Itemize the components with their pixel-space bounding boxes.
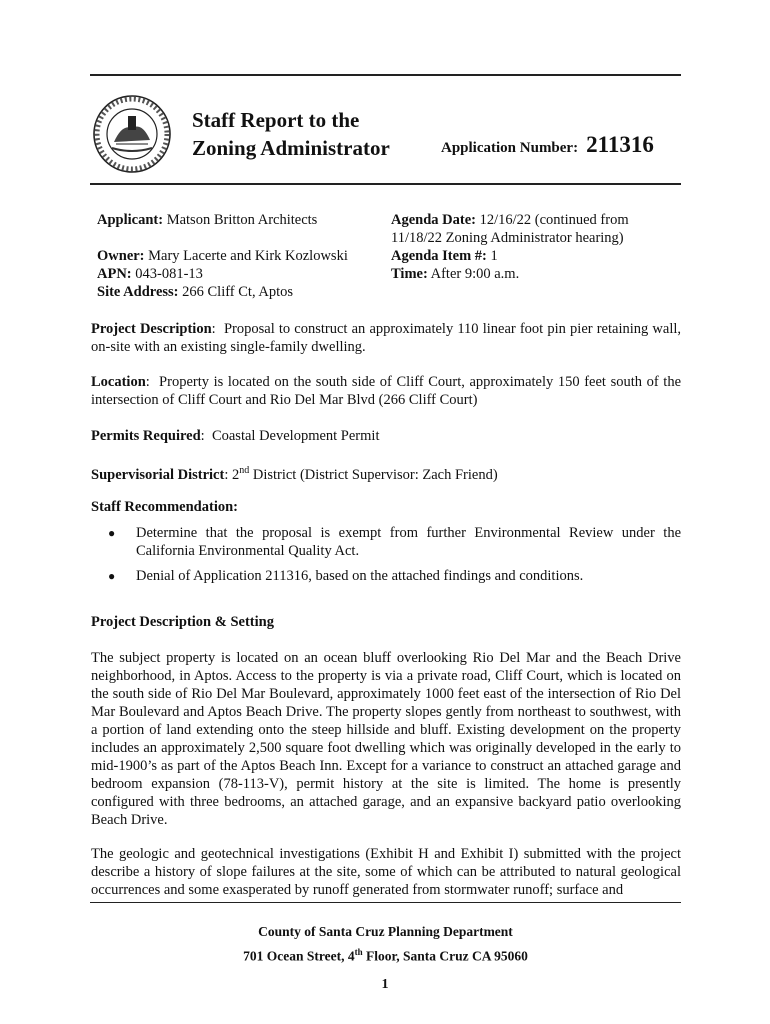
- report-title-line1: Staff Report to the: [192, 108, 360, 132]
- county-seal-icon: [92, 94, 172, 174]
- footer-address-street: 701 Ocean Street, 4: [243, 948, 355, 964]
- applicant-line: [97, 211, 387, 229]
- footer-address: [90, 942, 681, 967]
- apn-line: [97, 265, 387, 283]
- permits-label: Permits Required: [91, 428, 201, 444]
- district-ordinal: nd: [239, 465, 250, 476]
- setting-paragraph-2: The geologic and geotechnical investigations (Exhibit H and Exhibit I) submitted with the project describe a history of slope failures at the site, some of which can be attributed to natural geological occurrences and some exasperated by runoff generated from stormwater runoff; surface and: [91, 846, 681, 898]
- footer-department: County of Santa Cruz Planning Department: [258, 924, 513, 939]
- time-label: Time:: [391, 266, 428, 282]
- time-line: [391, 265, 681, 283]
- footer-rule: [90, 902, 681, 903]
- list-item: [108, 524, 681, 560]
- agenda-item-value: 1: [490, 248, 498, 264]
- info-right: [391, 211, 681, 283]
- time-value: After 9:00 a.m.: [430, 266, 520, 282]
- owner-label: Owner:: [97, 248, 145, 264]
- footer-address-city: Floor, Santa Cruz CA 95060: [362, 948, 528, 964]
- agenda-item-line: [391, 247, 681, 265]
- agenda-date-line: [391, 211, 681, 229]
- top-rule: [90, 74, 681, 76]
- permits-text: Coastal Development Permit: [211, 428, 380, 444]
- bullet-icon: ●: [108, 526, 116, 540]
- staff-recommendation-label: [91, 498, 681, 516]
- recommendation-item-1: Determine that the proposal is exempt from further Environmental Review under the California Environmental Quality Act.: [136, 525, 681, 559]
- district-number: 2: [231, 466, 240, 483]
- district-label: Supervisorial District: [91, 466, 225, 483]
- location-label: Location: [91, 374, 146, 390]
- site-address-line: [97, 283, 387, 301]
- setting-heading-text: Project Description & Setting: [91, 614, 274, 630]
- recommendation-item-2: Denial of Application 211316, based on the attached findings and conditions.: [136, 568, 584, 584]
- project-description: Project Description: Proposal to construct an approximately 110 linear foot pin pier retaining wall, on-site with an existing single-family dwelling.: [91, 321, 682, 355]
- agenda-date-continued: 11/18/22 Zoning Administrator hearing): [391, 230, 624, 246]
- recommendation-list: [108, 524, 681, 592]
- header-rule: [90, 183, 681, 185]
- page-number: 1: [381, 977, 389, 992]
- bullet-icon: ●: [108, 569, 116, 583]
- report-title: [192, 106, 390, 162]
- owner-line: [97, 247, 387, 265]
- project-description-label: Project Description: [91, 321, 212, 337]
- list-item: [108, 567, 681, 585]
- applicant-label: Applicant:: [97, 212, 164, 228]
- apn-value: 043-081-13: [135, 266, 203, 282]
- project-description-text: Proposal to construct an approximately 110 linear foot pin pier retaining wall, on-site with an existing single-family dwelling.: [91, 321, 682, 355]
- agenda-date-label: Agenda Date:: [391, 212, 476, 228]
- applicant-value: Matson Britton Architects: [166, 212, 318, 228]
- agenda-item-label: Agenda Item #:: [391, 248, 487, 264]
- permits-required: Permits Required: Coastal Development Permit: [91, 428, 380, 444]
- agenda-date-value: 12/16/22 (continued from: [479, 212, 629, 228]
- footer: [90, 922, 681, 967]
- info-left: [97, 211, 387, 301]
- apn-label: APN:: [97, 266, 132, 282]
- application-number-value: 211316: [586, 132, 654, 157]
- application-number: [441, 132, 654, 158]
- footer-address-ordinal: th: [354, 947, 363, 957]
- report-title-line2: Zoning Administrator: [192, 136, 390, 160]
- application-number-label: Application Number:: [441, 140, 579, 156]
- site-address-label: Site Address:: [97, 284, 179, 300]
- staff-recommendation-heading: Staff Recommendation:: [91, 499, 238, 515]
- owner-value: Mary Lacerte and Kirk Kozlowski: [148, 248, 348, 264]
- site-address-value: 266 Cliff Ct, Aptos: [182, 284, 294, 300]
- location-text: Property is located on the south side of Cliff Court, approximately 150 feet south of the intersection of Cliff Court and Rio Del Mar Blvd (266 Cliff Court): [91, 374, 682, 408]
- setting-paragraph-1: The subject property is located on an ocean bluff overlooking Rio Del Mar and the Beach Drive neighborhood, in Aptos. Access to the property is via a private road, Cliff Court, which is located on the south side of Rio Del Mar Boulevard, approximately 1000 feet east of the intersection of Rio Del Mar Boulevard and Aptos Beach Drive. The property slopes gently from northeast to southwest, with a portion of land extending onto the steep hillside and bluff. Existing development on the property includes an approximately 2,500 square foot dwelling which was originally developed in the early to mid-1900’s as part of the Aptos Beach Inn. Except for a variance to construct an attached garage and bedroom expansion (78-113-V), permit history at the site is limited. The home is presently configured with three bedrooms, an attached garage, and an expansive backyard patio overlooking Beach Drive.: [91, 650, 681, 828]
- district-text: District (District Supervisor: Zach Friend): [252, 466, 498, 483]
- supervisorial-district: Supervisorial District: 2nd District (District Supervisor: Zach Friend): [91, 465, 498, 483]
- setting-heading: [91, 613, 681, 631]
- location: Location: Property is located on the south side of Cliff Court, approximately 150 feet south of the intersection of Cliff Court and Rio Del Mar Blvd (266 Cliff Court): [91, 374, 682, 408]
